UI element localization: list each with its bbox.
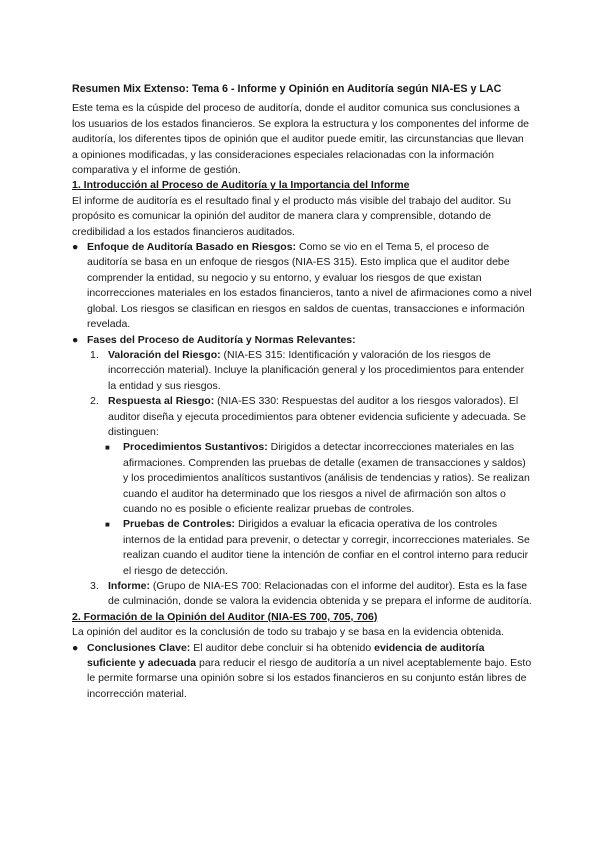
bullet-text-pre: El auditor debe concluir si ha obtenido bbox=[190, 641, 375, 654]
phase-text: (Grupo de NIA-ES 700: Relacionadas con el informe del auditor). Esta es la fase de culminación, donde se valora la evidencia obtenida y se prepara el informe de auditoría. bbox=[108, 580, 532, 608]
bullet-key-conclusions bbox=[72, 641, 532, 703]
phase-number: 1. bbox=[90, 348, 99, 361]
sub-label: Procedimientos Sustantivos: bbox=[123, 441, 268, 454]
sub-item-controls bbox=[72, 517, 532, 579]
section-1-heading: 1. Introducción al Proceso de Auditoría y la Importancia del Informe bbox=[72, 179, 410, 192]
intro-paragraph: Este tema es la cúspide del proceso de auditoría, donde el auditor comunica sus conclusiones a los usuarios de los estados financieros. Se explora la estructura y los componentes del informe de auditoría, los diferentes tipos de opinión que el auditor puede emitir, las circunstancias que llevan a opiniones modificadas, y las consideraciones especiales relacionadas con la información comparativa y el informe de gestión. bbox=[72, 102, 529, 177]
section-2-paragraph: La opinión del auditor es la conclusión de todo su trabajo y se basa en la evidencia obtenida. bbox=[72, 626, 504, 639]
phase-number: 2. bbox=[90, 395, 99, 408]
sub-text: Dirigidos a evaluar la eficacia operativa de los controles internos de la entidad para prevenir, o detectar y corregir, incorrecciones materiales. Se realizan cuando el auditor tiene la intención de confiar en el control interno para reducir el riesgo de detección. bbox=[123, 518, 530, 577]
square-bullet-icon: ■ bbox=[105, 443, 110, 453]
bullet-risk-approach bbox=[72, 240, 532, 332]
phase-text: (NIA-ES 330: Respuestas del auditor a los riesgos valorados). El auditor diseña y ejecuta procedimientos para obtener evidencia suficiente y adecuada. Se distinguen: bbox=[108, 395, 526, 438]
sub-label: Pruebas de Controles: bbox=[123, 518, 236, 531]
bullet-label: Enfoque de Auditoría Basado en Riesgos: bbox=[87, 241, 297, 254]
bullet-label: Fases del Proceso de Auditoría y Normas Relevantes: bbox=[87, 333, 356, 346]
sub-text: Dirigidos a detectar incorrecciones materiales en las afirmaciones. Comprenden las pruebas de detalle (examen de transacciones y saldos) y los procedimientos analíticos sustantivos (análisis de tendencias y ratios). Se realizan cuando el auditor ha determinado que los riesgos a nivel de afirmación son altos o cuando no es posible o eficiente realizar pruebas de controles. bbox=[123, 441, 530, 515]
phases-list bbox=[72, 348, 532, 440]
bullet-audit-phases bbox=[72, 333, 532, 348]
phase-label: Respuesta al Riesgo: bbox=[108, 395, 215, 408]
section-1-bullets bbox=[72, 240, 532, 348]
phase-item-3 bbox=[72, 579, 532, 610]
document-title: Resumen Mix Extenso: Tema 6 - Informe y Opinión en Auditoría según NIA-ES y LAC bbox=[72, 83, 502, 95]
phase-number: 3. bbox=[90, 580, 99, 592]
phase-label: Valoración del Riesgo: bbox=[108, 348, 221, 361]
phase-label: Informe: bbox=[108, 580, 150, 592]
section-2-heading: 2. Formación de la Opinión del Auditor (NIA-ES 700, 705, 706) bbox=[72, 610, 378, 623]
sub-item-substantive bbox=[72, 440, 532, 517]
section-2-bullets bbox=[72, 641, 532, 703]
bullet-dot-icon: ● bbox=[72, 641, 79, 654]
square-bullet-icon: ■ bbox=[105, 520, 110, 530]
phases-list-continued bbox=[72, 579, 532, 610]
phase-item-1 bbox=[72, 348, 532, 394]
bullet-label: Conclusiones Clave: bbox=[87, 641, 191, 654]
phase-item-2 bbox=[72, 394, 532, 440]
section-1-paragraph: El informe de auditoría es el resultado final y el producto más visible del trabajo del auditor. Su propósito es comunicar la opinión del auditor de manera clara y comprensible, dotando de credibilidad a los estados financieros auditados. bbox=[72, 194, 511, 238]
document-page bbox=[72, 82, 532, 702]
bullet-text: Como se vio en el Tema 5, el proceso de auditoría se basa en un enfoque de riesgos (NIA-ES 315). Esto implica que el auditor debe comprender la entidad, su negocio y su entorno, y evaluar los riesgos de que existan incorrecciones materiales en los estados financieros, tanto a nivel de afirmaciones como a nivel global. Los riesgos se clasifican en riesgos en saldos de cuentas, transacciones e información revelada. bbox=[87, 241, 532, 331]
bullet-text-bold: evidencia de auditoría suficiente y adecuada bbox=[87, 641, 485, 670]
bullet-text-post: para reducir el riesgo de auditoría a un nivel aceptablemente bajo. Esto le permite formarse una opinión sobre si los estados financieros en su conjunto están libres de incorrección material. bbox=[87, 657, 532, 700]
bullet-dot-icon: ● bbox=[72, 333, 79, 346]
procedures-sublist bbox=[72, 440, 532, 579]
bullet-dot-icon: ● bbox=[72, 241, 79, 254]
phase-text: (NIA-ES 315: Identificación y valoración de los riesgos de incorrección material). Incluye la planificación general y los procedimientos para entender la entidad y sus riesgos. bbox=[108, 348, 525, 392]
